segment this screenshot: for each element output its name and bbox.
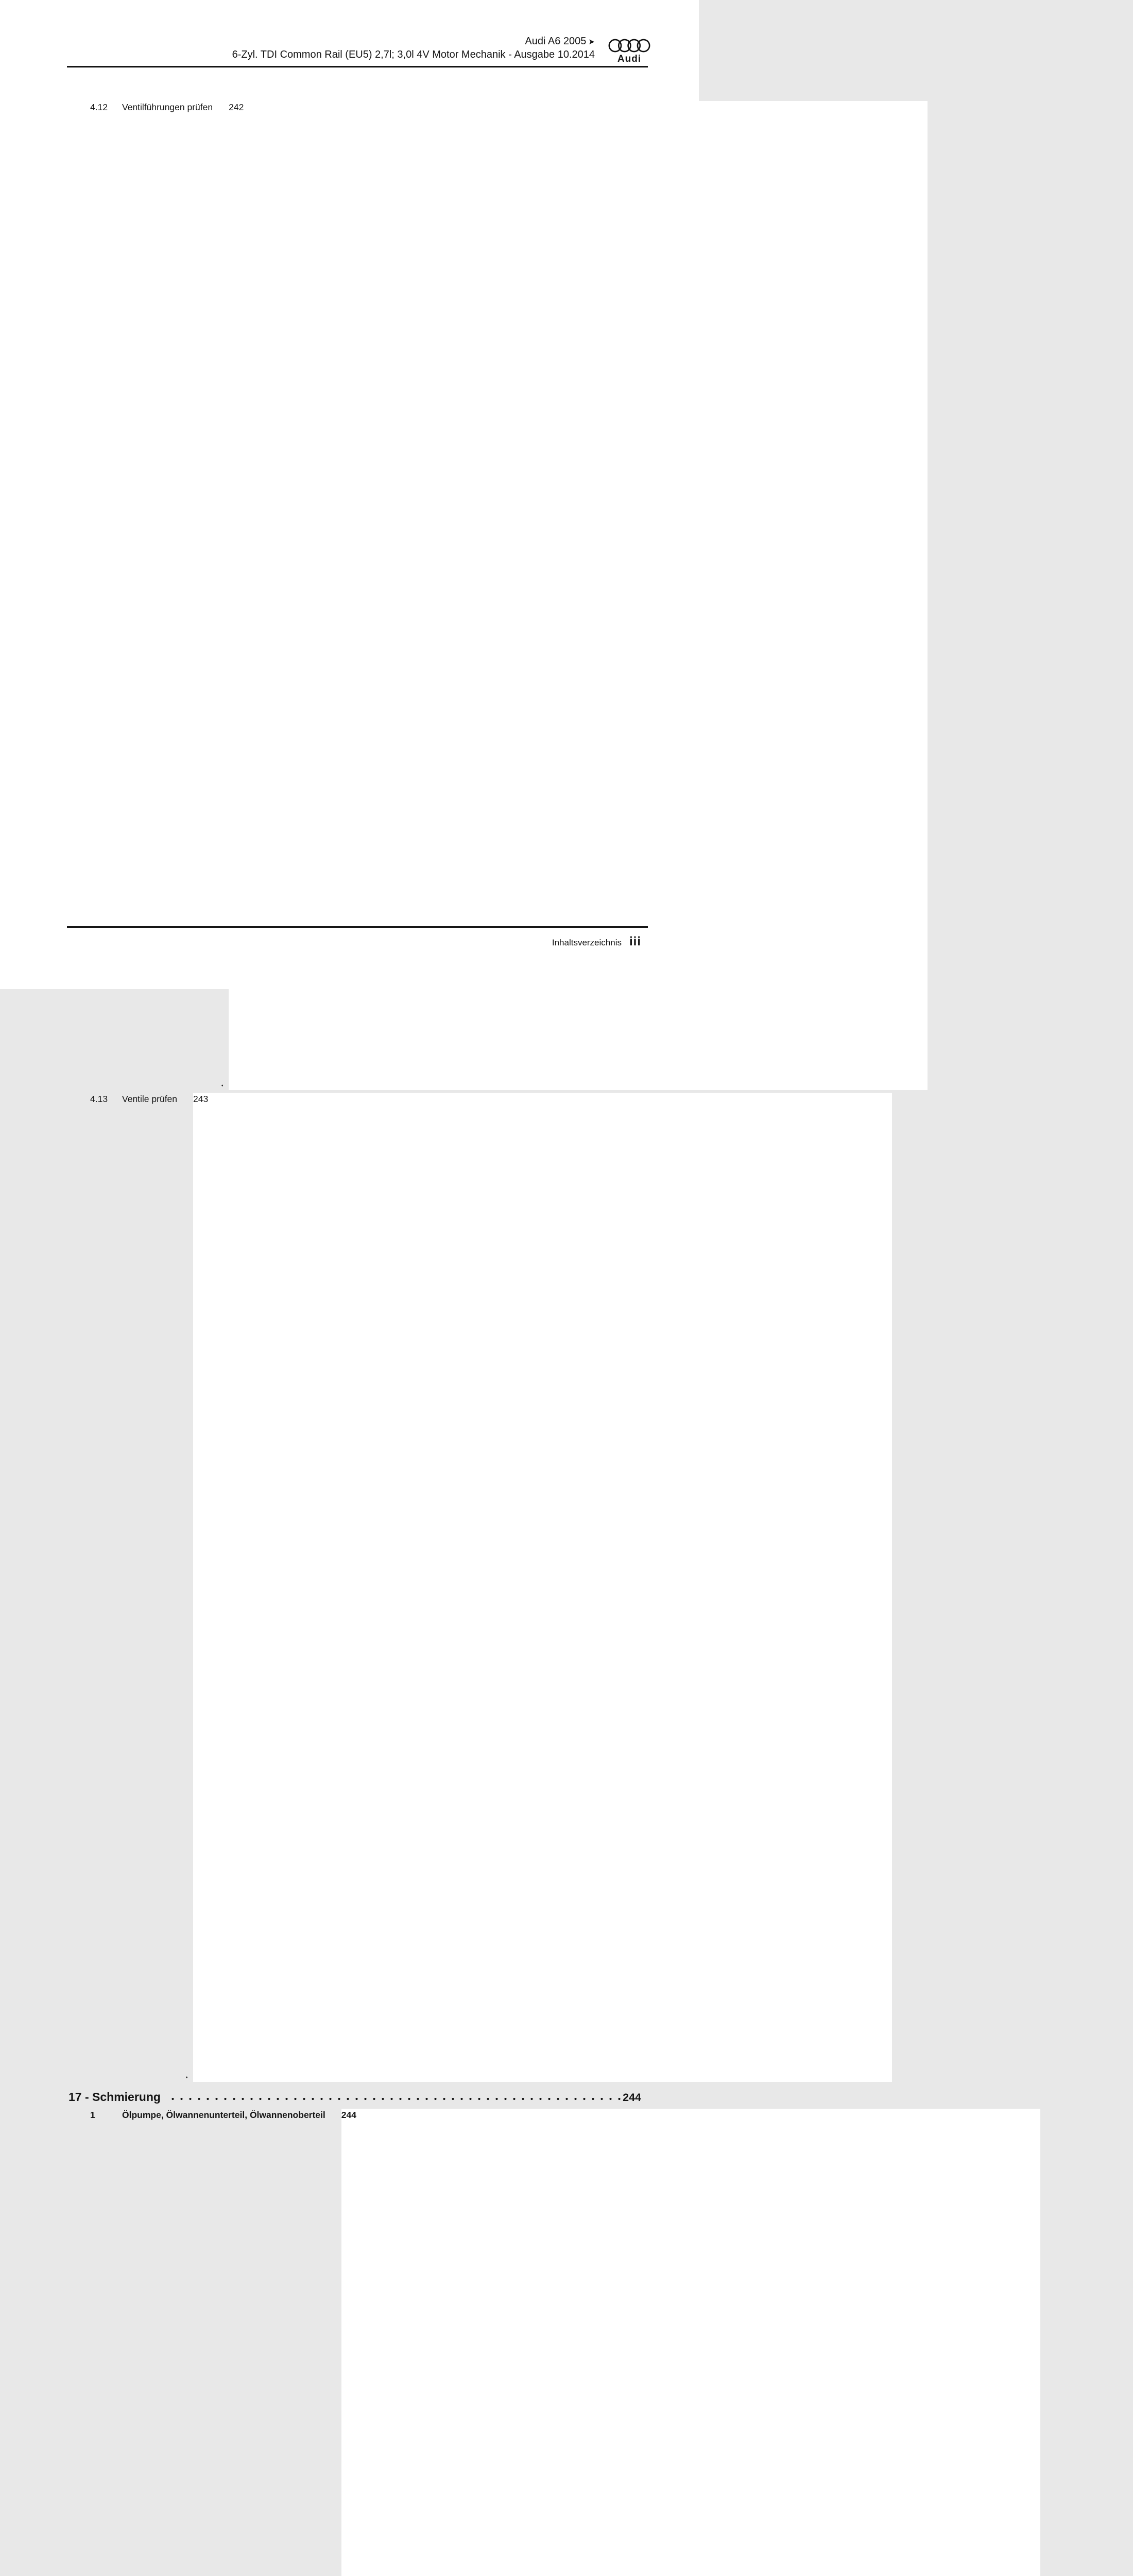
audi-logo xyxy=(608,38,651,65)
toc-entry[interactable] xyxy=(68,1093,641,2082)
header-model-line xyxy=(232,35,595,48)
toc-entry-number: 4.13 xyxy=(90,1093,122,2082)
toc-chapter-heading[interactable] xyxy=(68,2090,641,2105)
toc-entry-page: 244 xyxy=(341,2109,1040,2576)
chapter-title: 17 - Schmierung xyxy=(68,2090,161,2104)
toc-entry-title: Ventilführungen prüfen xyxy=(122,101,213,1090)
audi-rings-icon xyxy=(608,38,650,53)
toc-entry-page: 243 xyxy=(193,1093,892,2082)
dot-leader xyxy=(330,2109,338,2576)
footer-rule xyxy=(67,926,648,928)
dot-leader xyxy=(217,101,226,1090)
dot-leader xyxy=(182,1093,190,2082)
footer-section-label: Inhaltsverzeichnis xyxy=(552,938,622,948)
header-rule xyxy=(67,66,648,67)
toc xyxy=(68,101,641,2576)
dot-leader xyxy=(167,2090,622,2105)
toc-entry-number: 1 xyxy=(90,2109,122,2576)
page-footer xyxy=(552,935,641,949)
audi-wordmark: Audi xyxy=(608,54,651,65)
toc-entry-number: 4.12 xyxy=(90,101,122,1090)
toc-entry[interactable] xyxy=(68,2109,641,2576)
page-header xyxy=(232,35,595,61)
header-subtitle: 6-Zyl. TDI Common Rail (EU5) 2,7l; 3,0l 4V Motor Mechanik - Ausgabe 10.2014 xyxy=(232,48,595,61)
toc-entry-title: Ventile prüfen xyxy=(122,1093,177,2082)
chapter-page: 244 xyxy=(623,2091,641,2105)
toc-entry-title: Ölpumpe, Ölwannenunterteil, Ölwannenoberteil xyxy=(122,2109,325,2576)
footer-page-number: iii xyxy=(629,935,641,949)
arrow-right-icon: ➤ xyxy=(586,38,595,46)
toc-entry-page: 242 xyxy=(229,101,928,1090)
manual-toc-page xyxy=(0,0,699,989)
header-model-text: Audi A6 2005 xyxy=(525,36,586,47)
